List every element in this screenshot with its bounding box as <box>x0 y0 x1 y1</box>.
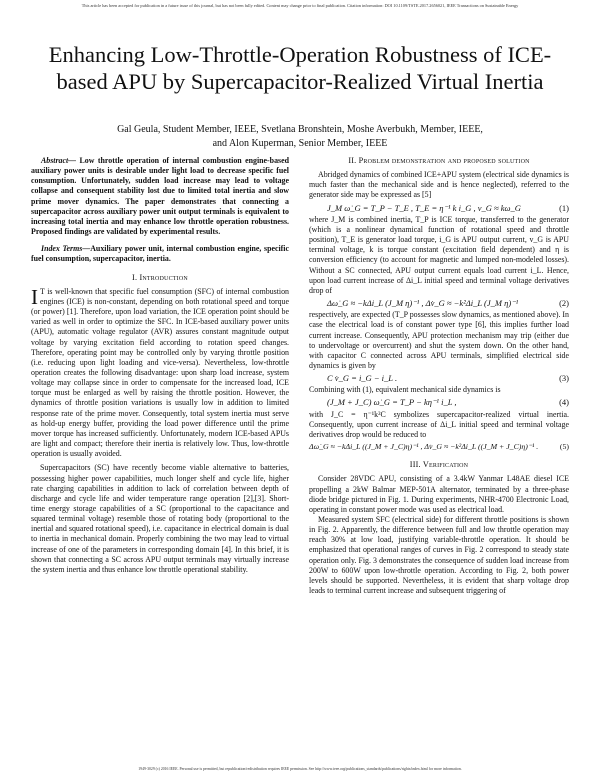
author-block <box>40 123 560 150</box>
verification-paragraph-1: Consider 28VDC APU, consisting of a 3.4kW Yanmar L48AE diesel ICE propelling a 2kW Balmar MEP-501A alternator, terminated by a three-phase diode bridge pictured in Fig. 1. During experiments, NHR-4700 Electronic Load, operating in constant power mode was used as electrical load. <box>309 474 569 514</box>
dropcap: I <box>31 284 38 309</box>
abstract <box>31 156 289 237</box>
index-terms <box>31 244 289 264</box>
copyright-footer: 1949-3029 (c) 2016 IEEE. Personal use is permitted, but republication/redistribution requires IEEE permission. See http://www.ieee.org/publications_standards/publications/rights/index.html for more information. <box>138 767 462 771</box>
author-line-1: Gal Geula, Student Member, IEEE, Svetlana Bronshtein, Moshe Averbukh, Member, IEEE, <box>117 124 483 135</box>
section-heading-problem: II. Problem demonstration and proposed solution <box>348 156 530 165</box>
left-column <box>31 156 289 575</box>
intro-paragraph-1: I T is well-known that specific fuel consumption (SFC) of internal combustion engines (ICE) is non-constant, depending on both rotational speed and torque (or power) [1]. Therefore, upon load variation, the ICE operation point should be varied as well in order to optimize the SFC. In ICE-based auxiliary power units (APU), automatic voltage regulator (AVR) assures constant magnitude output voltage by varying excitation field according to rotation speed changes. Therefore, operating point may be controlled only by varying throttle position (i.e. reducing upon light loading and vice-versa). Nevertheless, low-throttle operation creates the following disadvantage: upon sharp load increase, system voltage may collapse since in order to compensate for the increased load, ICE torque must be enlarged as well by raising the throttle position. However, the dynamics of throttle position variations is usually low in addition to limited response rate of the prime mover. Consequently, total system inertia must serve as hold-up energy buffer, providing the load power difference until the prime mover torque has increased sufficiently. Unfortunately, modern ICE-based APUs are light and compact; therefore their inertia is relatively low. Thus, low-throttle operation is usually avoided. <box>31 284 289 459</box>
abstract-label: Abstract— <box>41 156 77 165</box>
intro-paragraph-2: Supercapacitors (SC) have recently become viable alternative to batteries, possessing higher power capabilities, much longer shelf and cycle life, higher rate charging capabilities in addition to lack of correlation between depth of discharge and cycle life and wider temperature range operation [2],[3]. Short-time energy storage capabilities of a SC (proportional to the capacitance and squared terminal voltage) resemble those of rotating body (proportional to the inertial and squared rotational speed), i.e. capacitance in electrical domain is dual to inertia in mechanical domain. Properly combining the two may lead to virtual increase of one of the parameters in corresponding domain [4]. In this brief, it is shown that connecting a SC across APU output terminals may virtually increase the system inertia and thus enhance low throttle operational stability. <box>31 463 289 574</box>
equation-1: J_M ω̇_G = T_P − T_E , T_E = η⁻¹ k i_G , v_G ≈ kω_G (1) <box>327 202 569 213</box>
abstract-text: Low throttle operation of internal combustion engine-based auxiliary power units is desirable under light load to decrease specific fuel consumption. Unfortunately, sudden load increase may lead to voltage collapse and consequent stability lost due to limited total inertia and slow prime mover dynamics. The paper demonstrates that connecting a supercapacitor across auxiliary power unit output terminals is equivalent to increasing total inertia and may enhance low throttle operation robustness. Proposed findings are validated by experimental results. <box>31 156 289 237</box>
problem-paragraph-5: with J_C = η⁻¹k²C symbolizes supercapacitor-realized virtual inertia. Consequently, upon current increase of Δi_L initial speed and terminal voltage derivatives drop would be reduced to <box>309 409 569 439</box>
section-heading-introduction: I. Introduction <box>132 272 188 282</box>
index-terms-label: Index Terms— <box>41 244 91 254</box>
index-terms-text: Auxiliary power unit, internal combustion engine, specific fuel consumption, supercapacitor, inertia. <box>31 244 289 264</box>
equation-3: C v̇_G = i_G − i_L . (3) <box>327 373 569 384</box>
problem-paragraph-1: Abridged dynamics of combined ICE+APU system (electrical side dynamics is much faster than the mechanical side and is hence neglected), referred to the generator side may be expressed as [5] <box>309 170 569 200</box>
right-column <box>309 156 569 596</box>
verification-paragraph-2: Measured system SFC (electrical side) for different throttle positions is shown in Fig. 2. Apparently, the difference between full and low throttle operation may reach 30% at low load, justifying variable-throttle operation. It should be emphasized that operational ranges of curves in Fig. 2 correspond to steady state operation only. Fig. 3 demonstrates the consequence of sudden load increase from 200W to 600W upon low-throttle operation. According to Fig. 2, both power levels should be supported. Nevertheless, it is evident that sharp voltage drop leads to terminal current increase and subsequent triggering of <box>309 515 569 596</box>
equation-4: (J_M + J_C) ω̇_G = T_P − kη⁻¹ i_L , (4) <box>327 397 569 408</box>
journal-header-note: This article has been accepted for publication in a future issue of this journal, but has not been fully edited. Content may change prior to final publication. Citation information: DOI 10.1109/TSTE.2017.2656021, IEEE Transactions on Sustainable Energy <box>81 3 519 8</box>
problem-paragraph-4: Combining with (1), equivalent mechanical side dynamics is <box>309 385 501 395</box>
equation-5: Δω̇_G ≈ −kΔi_L ((J_M + J_C)η)⁻¹ , Δv̇_G ≈ −k²Δi_L ((J_M + J_C)η)⁻¹ . (5) <box>309 442 569 452</box>
paper-title: Enhancing Low-Throttle-Operation Robustness of ICE-based APU by Supercapacitor-Realized Virtual Inertia <box>48 42 552 94</box>
section-heading-verification: III. Verification <box>409 460 469 470</box>
equation-2: Δω̇_G ≈ −kΔi_L (J_M η)⁻¹ , Δv̇_G ≈ −k²Δi_L (J_M η)⁻¹ (2) <box>327 298 569 309</box>
author-line-2: and Alon Kuperman, Senior Member, IEEE <box>212 137 388 149</box>
problem-paragraph-2: where J_M is combined inertia, T_P is ICE torque, transferred to the generator (which is a nonlinear dynamical function of rotational speed and throttle position), T_E is generator load torque, i_G is APU output current, v_G is APU terminal voltage, k is torque constant (excitation field dependent) and η is conversion efficiency (to account for magnetic and lumped non-modeled losses). Without a SC connected, APU output current equals load current i_L. Hence, upon load current increase of Δi_L initial speed and terminal voltage derivatives drop of <box>309 214 569 295</box>
problem-paragraph-3: respectively, are expected (T_P possesses slow dynamics, as mentioned above). In case the electrical load is of constant power type [6], this implies further load current increase. Consequently, APU protection mechanism may trip (either due to undervoltage or overcurrent) and shut the system down. On the other hand, with capacitor C connected across APU terminals, simplified electrical side dynamics is given by <box>309 310 569 370</box>
